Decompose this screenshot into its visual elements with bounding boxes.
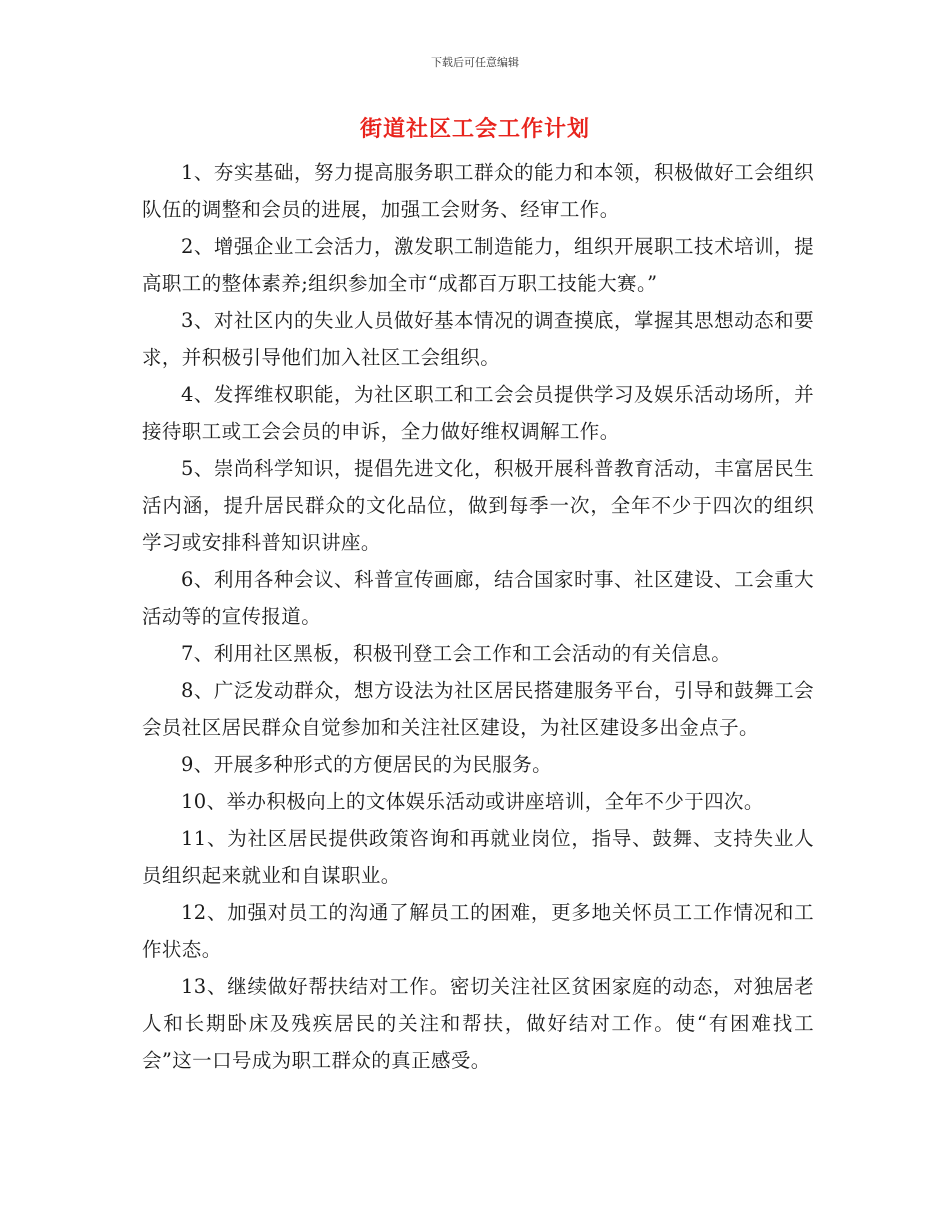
paragraph-2: 2、增强企业工会活力，激发职工制造能力，组织开展职工技术培训，提高职工的整体素养;组织参加全市“成都百万职工技能大赛。”	[142, 235, 814, 295]
paragraph-13: 13、继续做好帮扶结对工作。密切关注社区贫困家庭的动态，对独居老人和长期卧床及残疾居民的关注和帮扶，做好结对工作。使“有困难找工会”这一口号成为职工群众的真正感受。	[142, 975, 814, 1072]
paragraph-3: 3、对社区内的失业人员做好基本情况的调查摸底，掌握其思想动态和要求，并积极引导他们加入社区工会组织。	[142, 309, 814, 369]
paragraph-12: 12、加强对员工的沟通了解员工的困难，更多地关怀员工工作情况和工作状态。	[142, 901, 814, 961]
paragraph-11: 11、为社区居民提供政策咨询和再就业岗位，指导、鼓舞、支持失业人员组织起来就业和自谋职业。	[142, 827, 814, 887]
document-body	[142, 154, 814, 1079]
header-note: 下载后可任意编辑	[431, 56, 519, 69]
paragraph-10: 10、举办积极向上的文体娱乐活动或讲座培训，全年不少于四次。	[181, 790, 764, 813]
paragraph-7: 7、利用社区黑板，积极刊登工会工作和工会活动的有关信息。	[181, 642, 732, 665]
paragraph-4: 4、发挥维权职能，为社区职工和工会会员提供学习及娱乐活动场所，并接待职工或工会会员的申诉，全力做好维权调解工作。	[142, 383, 814, 443]
paragraph-9: 9、开展多种形式的方便居民的为民服务。	[181, 753, 553, 776]
paragraph-5: 5、崇尚科学知识，提倡先进文化，积极开展科普教育活动，丰富居民生活内涵，提升居民群众的文化品位，做到每季一次，全年不少于四次的组织学习或安排科普知识讲座。	[142, 457, 814, 554]
document-title: 街道社区工会工作计划	[359, 117, 590, 142]
paragraph-1: 1、夯实基础，努力提高服务职工群众的能力和本领，积极做好工会组织队伍的调整和会员的进展，加强工会财务、经审工作。	[142, 161, 814, 221]
paragraph-6: 6、利用各种会议、科普宣传画廊，结合国家时事、社区建设、工会重大活动等的宣传报道。	[142, 568, 814, 628]
paragraph-8: 8、广泛发动群众，想方设法为社区居民搭建服务平台，引导和鼓舞工会会员社区居民群众自觉参加和关注社区建设，为社区建设多出金点子。	[142, 679, 814, 739]
